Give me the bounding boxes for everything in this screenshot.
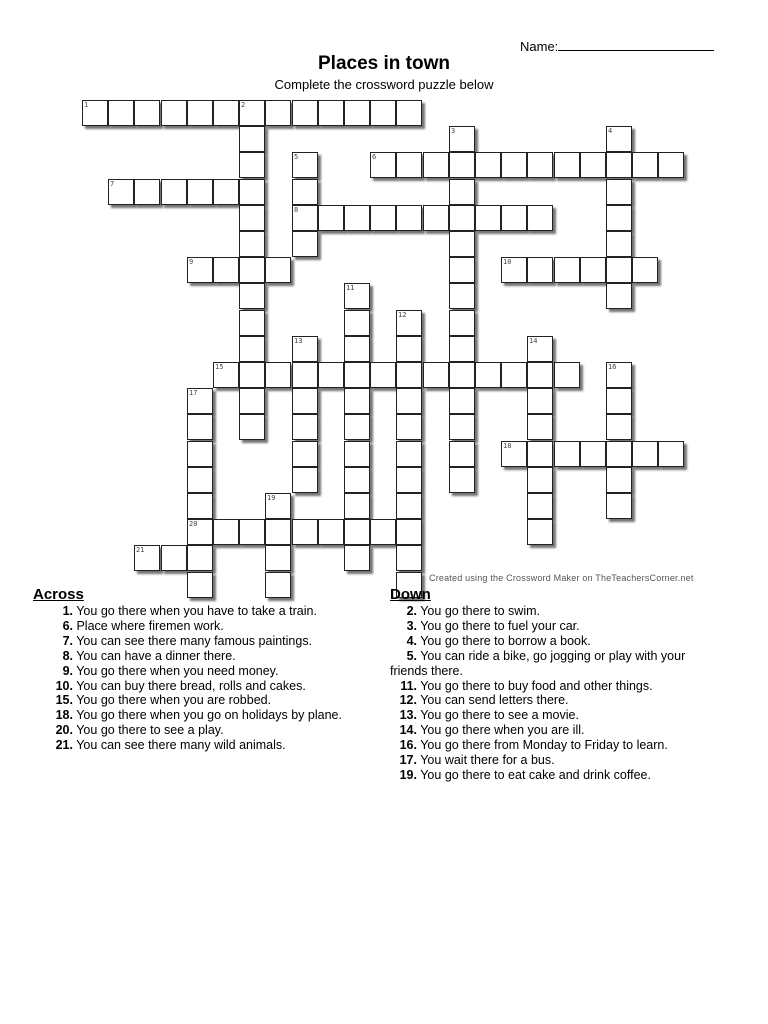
clue-number: 10. — [55, 678, 73, 693]
crossword-cell[interactable] — [213, 519, 239, 545]
cell-number: 14 — [529, 337, 538, 345]
crossword-cell[interactable] — [554, 152, 580, 178]
cell-number: 20 — [189, 520, 198, 528]
crossword-cell[interactable] — [292, 152, 318, 178]
crossword-cell[interactable] — [606, 388, 632, 414]
clue-text: You can see there many famous paintings. — [73, 633, 313, 648]
across-clue — [33, 619, 393, 634]
crossword-cell[interactable] — [449, 414, 475, 440]
crossword-cell[interactable] — [475, 362, 501, 388]
crossword-cell[interactable] — [213, 362, 239, 388]
crossword-cell[interactable] — [161, 100, 187, 126]
clue-text: You can send letters there. — [417, 693, 569, 708]
crossword-cell[interactable] — [187, 441, 213, 467]
clue-number: 14. — [399, 723, 417, 738]
clue-text: You go there to see a play. — [73, 723, 224, 738]
clue-text: You wait there for a bus. — [417, 753, 555, 768]
down-clue — [390, 738, 720, 753]
crossword-cell[interactable] — [239, 414, 265, 440]
crossword-cell[interactable] — [187, 545, 213, 571]
crossword-cell[interactable] — [396, 100, 422, 126]
crossword-cell[interactable] — [292, 336, 318, 362]
clue-number: 13. — [399, 708, 417, 723]
crossword-cell[interactable] — [554, 441, 580, 467]
crossword-cell[interactable] — [134, 545, 160, 571]
clue-text: You go there to eat cake and drink coffee. — [417, 767, 651, 782]
down-clue — [390, 708, 720, 723]
crossword-cell[interactable] — [527, 467, 553, 493]
crossword-cell[interactable] — [527, 257, 553, 283]
crossword-cell[interactable] — [580, 257, 606, 283]
clue-text: You can buy there bread, rolls and cakes. — [73, 678, 306, 693]
clue-number: 7. — [62, 633, 73, 648]
crossword-cell[interactable] — [554, 257, 580, 283]
crossword-cell[interactable] — [396, 388, 422, 414]
crossword-cell[interactable] — [423, 152, 449, 178]
across-clue-list — [33, 604, 393, 753]
clue-text: You go there when you are robbed. — [73, 693, 272, 708]
clue-number: 19. — [399, 767, 417, 782]
crossword-cell[interactable] — [423, 205, 449, 231]
crossword-cell[interactable] — [187, 100, 213, 126]
crossword-cell[interactable] — [396, 362, 422, 388]
crossword-cell[interactable] — [239, 257, 265, 283]
crossword-cell[interactable] — [606, 414, 632, 440]
crossword-cell[interactable] — [449, 441, 475, 467]
crossword-cell[interactable] — [370, 519, 396, 545]
across-clue — [33, 604, 393, 619]
crossword-cell[interactable] — [370, 362, 396, 388]
cell-number: 7 — [110, 180, 115, 188]
crossword-cell[interactable] — [187, 493, 213, 519]
crossword-cell[interactable] — [501, 152, 527, 178]
crossword-cell[interactable] — [187, 414, 213, 440]
crossword-cell[interactable] — [606, 257, 632, 283]
crossword-cell[interactable] — [239, 519, 265, 545]
crossword-cell[interactable] — [527, 152, 553, 178]
clue-text: You go there to swim. — [417, 604, 540, 618]
clue-text: You go there to fuel your car. — [417, 618, 580, 633]
crossword-cell[interactable] — [396, 467, 422, 493]
crossword-cell[interactable] — [606, 283, 632, 309]
crossword-cell[interactable] — [527, 414, 553, 440]
crossword-cell[interactable] — [606, 179, 632, 205]
cell-number: 10 — [503, 258, 512, 266]
crossword-cell[interactable] — [606, 467, 632, 493]
crossword-cell[interactable] — [554, 362, 580, 388]
crossword-cell[interactable] — [527, 205, 553, 231]
crossword-cell[interactable] — [606, 205, 632, 231]
crossword-cell[interactable] — [580, 441, 606, 467]
crossword-cell[interactable] — [449, 336, 475, 362]
crossword-cell[interactable] — [344, 336, 370, 362]
crossword-cell[interactable] — [318, 205, 344, 231]
crossword-cell[interactable] — [265, 100, 291, 126]
crossword-cell[interactable] — [580, 152, 606, 178]
crossword-cell[interactable] — [239, 310, 265, 336]
clue-number: 8. — [62, 648, 73, 663]
crossword-cell[interactable] — [370, 152, 396, 178]
crossword-cell[interactable] — [606, 441, 632, 467]
down-clue — [390, 693, 720, 708]
cell-number: 3 — [451, 127, 456, 135]
down-clue — [390, 768, 720, 783]
cell-number: 8 — [294, 206, 299, 214]
crossword-cell[interactable] — [82, 100, 108, 126]
clue-number: 18. — [55, 708, 73, 723]
clue-number: 12. — [399, 693, 417, 708]
crossword-cell[interactable] — [658, 441, 684, 467]
crossword-cell[interactable] — [187, 179, 213, 205]
clue-text: You go there from Monday to Friday to learn. — [417, 738, 668, 753]
crossword-cell[interactable] — [527, 519, 553, 545]
crossword-cell[interactable] — [449, 257, 475, 283]
crossword-cell[interactable] — [632, 257, 658, 283]
crossword-cell[interactable] — [632, 441, 658, 467]
clue-number: 11. — [400, 678, 417, 693]
crossword-cell[interactable] — [265, 257, 291, 283]
crossword-cell[interactable] — [606, 362, 632, 388]
crossword-cell[interactable] — [449, 467, 475, 493]
crossword-cell[interactable] — [396, 336, 422, 362]
cell-number: 11 — [346, 284, 355, 292]
down-clue — [390, 679, 720, 694]
crossword-cell[interactable] — [213, 257, 239, 283]
crossword-cell[interactable] — [658, 152, 684, 178]
down-clue — [390, 723, 720, 738]
page-subtitle: Complete the crossword puzzle below — [274, 77, 494, 92]
crossword-cell[interactable] — [239, 388, 265, 414]
crossword-cell[interactable] — [161, 545, 187, 571]
cell-number: 1 — [84, 101, 89, 109]
crossword-cell[interactable] — [396, 205, 422, 231]
cell-number: 6 — [372, 153, 377, 161]
crossword-cell[interactable] — [632, 152, 658, 178]
crossword-cell[interactable] — [239, 231, 265, 257]
clue-text: You go there when you go on holidays by plane. — [73, 708, 342, 723]
across-clue — [33, 693, 393, 708]
crossword-cell[interactable] — [370, 205, 396, 231]
crossword-cell[interactable] — [344, 519, 370, 545]
clue-number: 20. — [55, 723, 73, 738]
clue-number: 3. — [406, 618, 417, 633]
crossword-cell[interactable] — [344, 441, 370, 467]
clue-text: You go there to borrow a book. — [417, 633, 591, 648]
crossword-cell[interactable] — [292, 231, 318, 257]
crossword-cell[interactable] — [134, 179, 160, 205]
down-clue — [390, 604, 720, 619]
crossword-cell[interactable] — [396, 310, 422, 336]
clue-number: 17. — [399, 753, 417, 768]
crossword-cell[interactable] — [292, 179, 318, 205]
crossword-cell[interactable] — [449, 179, 475, 205]
across-clue — [33, 708, 393, 723]
crossword-cell[interactable] — [239, 336, 265, 362]
crossword-cell[interactable] — [344, 467, 370, 493]
crossword-cell[interactable] — [449, 231, 475, 257]
crossword-cell[interactable] — [396, 519, 422, 545]
crossword-cell[interactable] — [449, 388, 475, 414]
crossword-cell[interactable] — [449, 126, 475, 152]
crossword-cell[interactable] — [292, 100, 318, 126]
crossword-cell[interactable] — [396, 414, 422, 440]
down-clue — [390, 649, 720, 679]
crossword-cell[interactable] — [187, 257, 213, 283]
clue-text: You can see there many wild animals. — [73, 738, 286, 753]
crossword-cell[interactable] — [292, 467, 318, 493]
crossword-cell[interactable] — [265, 519, 291, 545]
clue-number: 1. — [62, 604, 73, 618]
crossword-cell[interactable] — [527, 493, 553, 519]
down-clue — [390, 634, 720, 649]
crossword-cell[interactable] — [318, 519, 344, 545]
crossword-cell[interactable] — [344, 310, 370, 336]
cell-number: 9 — [189, 258, 194, 266]
crossword-cell[interactable] — [449, 310, 475, 336]
crossword-cell[interactable] — [606, 493, 632, 519]
crossword-cell[interactable] — [134, 100, 160, 126]
down-clue-list — [390, 604, 720, 783]
across-heading: Across — [33, 586, 84, 603]
cell-number: 17 — [189, 389, 198, 397]
across-clue — [33, 679, 393, 694]
cell-number: 18 — [503, 442, 512, 450]
crossword-cell[interactable] — [265, 362, 291, 388]
crossword-cell[interactable] — [396, 493, 422, 519]
crossword-cell[interactable] — [527, 388, 553, 414]
crossword-cell[interactable] — [239, 362, 265, 388]
crossword-cell[interactable] — [239, 100, 265, 126]
cell-number: 15 — [215, 363, 224, 371]
crossword-cell[interactable] — [265, 545, 291, 571]
clue-number: 2. — [406, 604, 417, 618]
crossword-cell[interactable] — [239, 152, 265, 178]
crossword-cell[interactable] — [213, 179, 239, 205]
clue-number: 6. — [62, 618, 73, 633]
clue-number: 4. — [406, 633, 417, 648]
clue-text: You go there to buy food and other things. — [417, 678, 653, 693]
crossword-cell[interactable] — [396, 152, 422, 178]
clue-number: 5. — [406, 648, 417, 663]
crossword-cell[interactable] — [239, 126, 265, 152]
crossword-cell[interactable] — [161, 179, 187, 205]
clue-text: You go there when you need money. — [73, 663, 279, 678]
crossword-cell[interactable] — [187, 388, 213, 414]
cell-number: 21 — [136, 546, 145, 554]
crossword-cell[interactable] — [501, 441, 527, 467]
crossword-cell[interactable] — [475, 205, 501, 231]
cell-number: 12 — [398, 311, 407, 319]
crossword-cell[interactable] — [344, 545, 370, 571]
clue-number: 21. — [55, 738, 73, 753]
crossword-cell[interactable] — [396, 441, 422, 467]
crossword-cell[interactable] — [344, 205, 370, 231]
crossword-cell[interactable] — [265, 493, 291, 519]
crossword-cell[interactable] — [344, 388, 370, 414]
crossword-cell[interactable] — [292, 519, 318, 545]
crossword-cell[interactable] — [527, 441, 553, 467]
crossword-cell[interactable] — [423, 362, 449, 388]
crossword-cell[interactable] — [344, 362, 370, 388]
crossword-cell[interactable] — [606, 126, 632, 152]
clue-number: 15. — [55, 693, 73, 708]
crossword-cell[interactable] — [239, 179, 265, 205]
clue-text: Place where firemen work. — [73, 618, 224, 633]
page-title: Places in town — [318, 53, 450, 74]
clue-text: You go there to see a movie. — [417, 708, 579, 723]
crossword-cell[interactable] — [449, 283, 475, 309]
clue-number: 9. — [62, 663, 73, 678]
crossword-cell[interactable] — [606, 231, 632, 257]
crossword-cell[interactable] — [318, 100, 344, 126]
cell-number: 5 — [294, 153, 299, 161]
crossword-cell[interactable] — [213, 100, 239, 126]
crossword-cell[interactable] — [527, 336, 553, 362]
crossword-cell[interactable] — [449, 205, 475, 231]
across-clues — [33, 586, 393, 753]
crossword-cell[interactable] — [108, 100, 134, 126]
crossword-cell[interactable] — [344, 100, 370, 126]
cell-number: 4 — [608, 127, 613, 135]
crossword-cell[interactable] — [396, 545, 422, 571]
crossword-cell[interactable] — [501, 362, 527, 388]
crossword-cell[interactable] — [344, 414, 370, 440]
crossword-cell[interactable] — [187, 519, 213, 545]
crossword-cell[interactable] — [501, 257, 527, 283]
crossword-cell[interactable] — [239, 205, 265, 231]
cell-number: 2 — [241, 101, 246, 109]
clue-text: You go there when you have to take a train. — [73, 604, 317, 618]
crossword-cell[interactable] — [292, 388, 318, 414]
name-label: Name: — [520, 39, 559, 54]
crossword-cell[interactable] — [108, 179, 134, 205]
credit-line: Created using the Crossword Maker on TheTeachersCorner.net — [429, 573, 694, 583]
crossword-cell[interactable] — [187, 467, 213, 493]
across-clue — [33, 634, 393, 649]
crossword-cell[interactable] — [344, 283, 370, 309]
down-clues — [390, 586, 720, 783]
crossword-cell[interactable] — [292, 441, 318, 467]
across-clue — [33, 664, 393, 679]
crossword-cell[interactable] — [344, 493, 370, 519]
across-clue — [33, 738, 393, 753]
cell-number: 13 — [294, 337, 303, 345]
crossword-cell[interactable] — [370, 100, 396, 126]
crossword-cell[interactable] — [292, 414, 318, 440]
cell-number: 16 — [608, 363, 617, 371]
down-clue — [390, 753, 720, 768]
across-clue — [33, 723, 393, 738]
clue-text: You go there when you are ill. — [417, 723, 585, 738]
crossword-cell[interactable] — [292, 362, 318, 388]
crossword-cell[interactable] — [318, 362, 344, 388]
clue-text: You can have a dinner there. — [73, 648, 236, 663]
crossword-cell[interactable] — [239, 283, 265, 309]
down-clue — [390, 619, 720, 634]
clue-text: You can ride a bike, go jogging or play with your friends there. — [390, 648, 686, 678]
crossword-cell[interactable] — [501, 205, 527, 231]
crossword-cell[interactable] — [292, 205, 318, 231]
across-clue — [33, 649, 393, 664]
crossword-cell[interactable] — [449, 362, 475, 388]
down-heading: Down — [390, 586, 431, 603]
crossword-cell[interactable] — [527, 362, 553, 388]
cell-number: 19 — [267, 494, 276, 502]
crossword-cell[interactable] — [606, 152, 632, 178]
clue-number: 16. — [399, 738, 417, 753]
crossword-cell[interactable] — [475, 152, 501, 178]
crossword-cell[interactable] — [449, 152, 475, 178]
